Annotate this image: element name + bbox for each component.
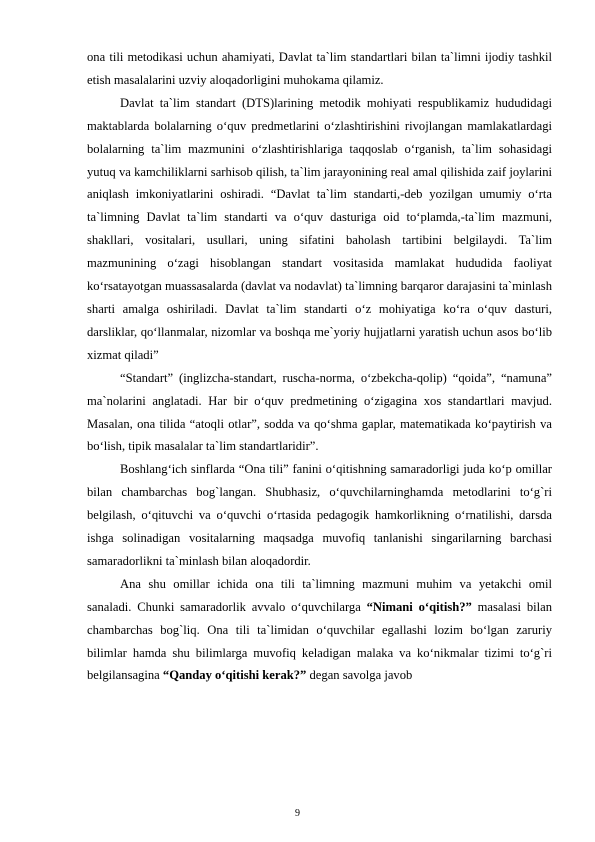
document-page [87, 46, 552, 687]
paragraph-dts-essence: Davlat ta`lim standart (DTS)larining metodik mohiyati respublikamiz hududidagi maktablarda bolalarning o‘quv predmetlarini o‘zlashtirishini rivojlangan mamlakatlardagi bolalarning ta`lim mazmunini o‘zlashtirishlariga taqqoslab o‘rganish, ta`lim sohasidagi yutuq va kamchiliklarni sarhisob qilish, ta`lim jarayonining real amal qilishida zaif joylarini aniqlash imkoniyatlarini oshiradi. “Davlat ta`lim standarti,-deb yozilgan umumiy o‘rta ta`limning Davlat ta`lim standarti va o‘quv dasturiga oid to‘plamda,-ta`lim mazmuni, shakllari, vositalari, usullari, uning sifatini baholash tartibini belgilaydi. Ta`lim mazmunining o‘zagi hisoblangan standart vositasida mamlakat hududida faoliyat ko‘rsatayotgan muassasalarda (davlat va nodavlat) ta`limning barqaror darajasini ta`minlash sharti amalga oshiriladi. Davlat ta`lim standarti o‘z mohiyatiga ko‘ra o‘quv dasturi, darsliklar, qo‘llanmalar, nizomlar va boshqa me`yoriy hujjatlarni yaratish uchun asos bo‘lib xizmat qiladi” [87, 95, 552, 362]
paragraph-text-segment: Ana shu omillar ichida ona tili ta`limning mazmuni muhim va yetakchi omil sanaladi. Chunki samaradorlik avvalo o‘quvchilarga [87, 576, 552, 614]
bold-question-how-to-teach: “Qanday o‘qitishi kerak?” [162, 668, 307, 683]
paragraph-standard-definition: “Standart” (inglizcha-standart, ruscha-norma, o‘zbekcha-qolip) “qoida”, “namuna” ma`nolarini anglatadi. Har bir o‘quv predmetining o‘zigagina xos standartlari mavjud. Masalan, ona tilida “atoqli otlar”, sodda va qo‘shma gaplar, matematikada ko‘paytirish va bo‘lish, tipik masalalar ta`lim standartlaridir”. [87, 370, 552, 454]
bold-question-what-to-teach: “Nimani o‘qitish?” [366, 599, 472, 614]
paragraph-text-segment: degan savolga javob [306, 668, 413, 683]
paragraph-intro-continuation: ona tili metodikasi uchun ahamiyati, Davlat ta`lim standartlari bilan ta`limni ijodiy tashkil etish masalalarini uzviy aloqadorligini muhokama qilamiz. [87, 50, 552, 87]
paragraph-text-segment: masalasi bilan chambarchas bog`liq. Ona tili ta`limidan o‘quvchilar egallashi lozim bo‘lgan zaruriy bilimlar hamda shu bilimlarga muvofiq keladigan malaka va ko‘nikmalar tizimi to‘g`ri belgilansagina [87, 599, 552, 683]
paragraph-effectiveness-factors: Boshlang‘ich sinflarda “Ona tili” fanini o‘qitishning samaradorligi juda ko‘p omillar bilan chambarchas bog`langan. Shubhasiz, o‘quvchilarninghamda metodlarini to‘g`ri belgilash, o‘qituvchi va o‘quvchi o‘rtasida pedagogik hamkorlikning o‘rnatilishi, darsda ishga solinadigan vositalarning maqsadga muvofiq tanlanishi singarilarning barchasi samaradorlikni ta`minlash bilan aloqadordir. [87, 462, 552, 568]
page-number: 9 [295, 808, 300, 819]
paragraph-content-importance [87, 573, 552, 688]
